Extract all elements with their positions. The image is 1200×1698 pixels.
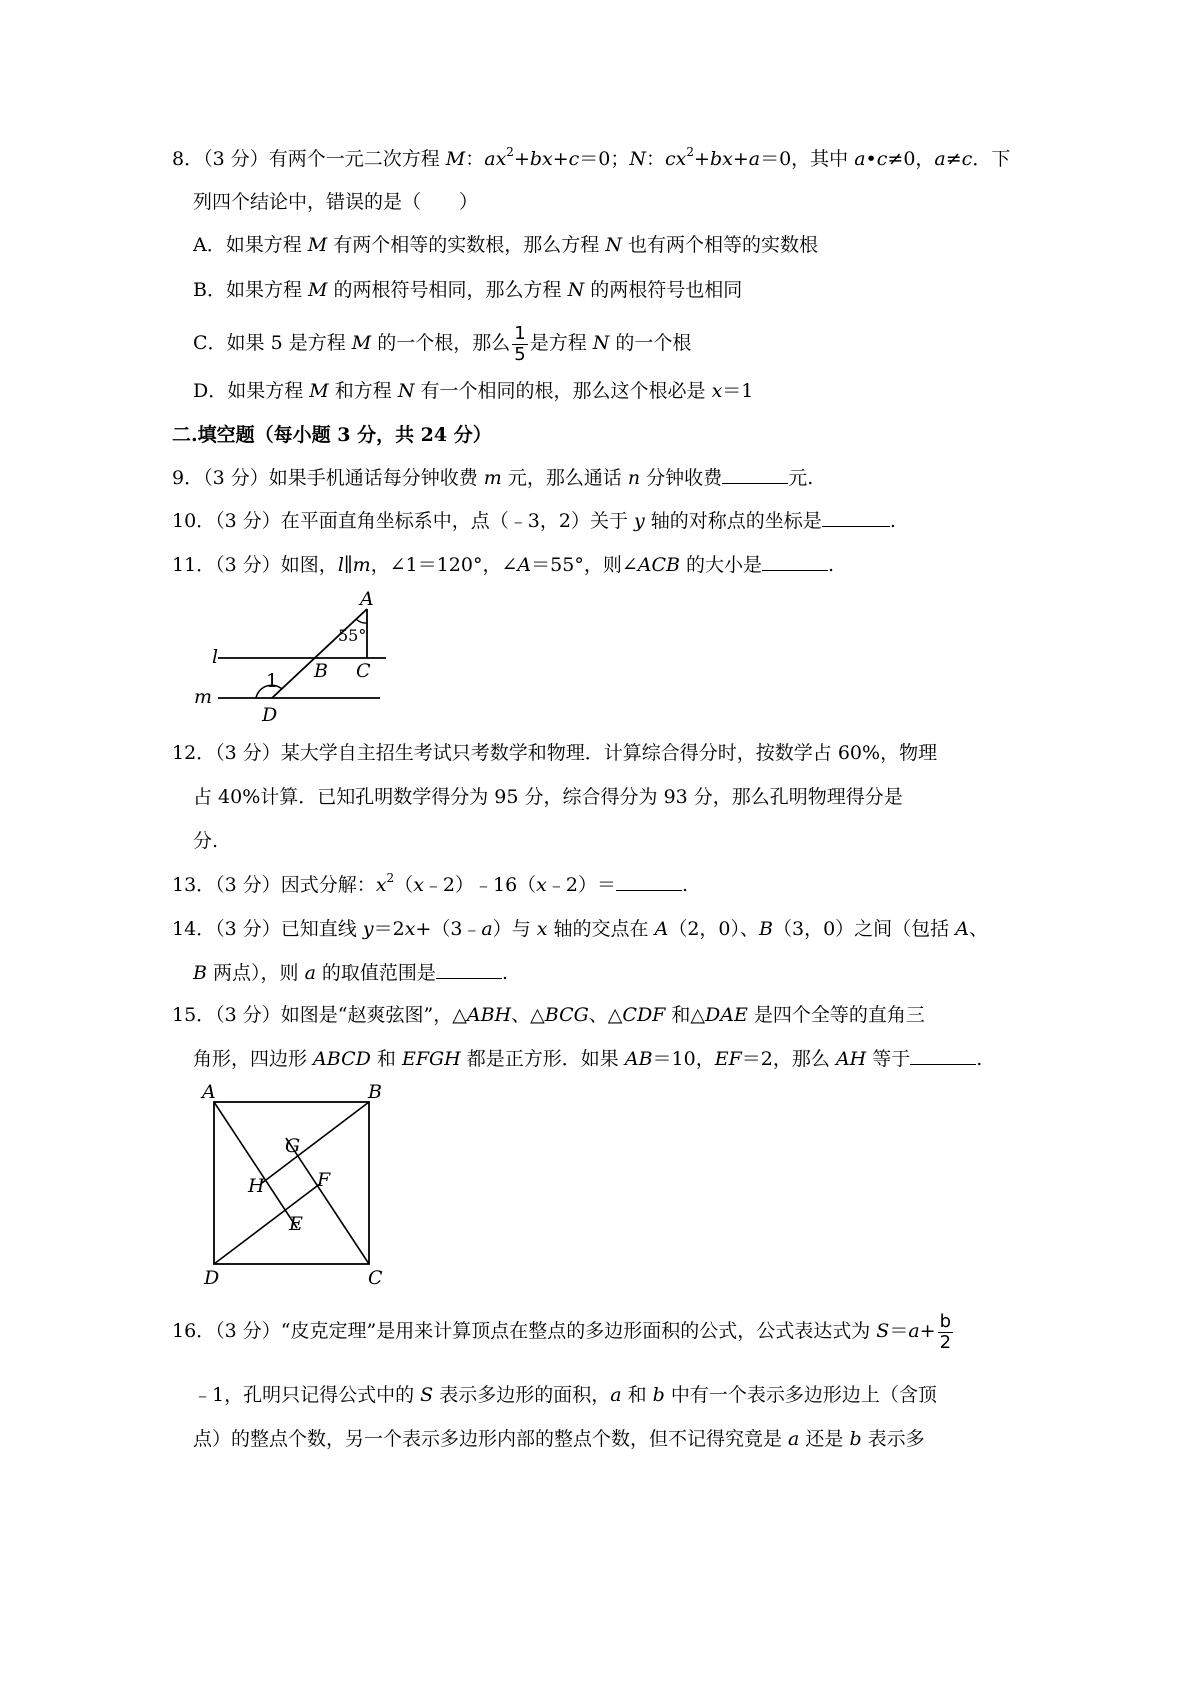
section-heading: 二.填空题（每小题 3 分，共 24 分） [172,424,492,446]
answer-blank [822,508,890,527]
angle-a-arc [356,619,367,623]
label-d: D [204,1267,220,1288]
q8-option-c: C．如果 5 是方程 M 的一个根，那么 $\frac{1}{5}$ 是方程 N 的一个根 [193,322,692,365]
q13: 13．（3 分）因式分解：$x^2(x﹣2)﹣16(x﹣2)=$ . [172,871,689,896]
segment-da [272,609,367,698]
q12-line3: 分. [193,830,219,852]
q8-option-d: D．如果方程 M 和方程 N 有一个相同的根，那么这个根必是 x＝1 [193,380,754,402]
answer-blank [436,960,502,979]
q12-line2: 占 40%计算．已知孔明数学得分为 95 分，综合得分为 93 分，那么孔明物理得分是 [193,786,903,808]
q15-line2: 角形，四边形 ABCD 和 EFGH 都是正方形．如果 AB＝10，EF＝2，那么 AH 等于 . [193,1048,983,1070]
figure-zhao-shuang-diagram [196,1078,396,1288]
answer-blank [616,872,682,891]
q14-line2: B 两点），则 a 的取值范围是 . [193,962,508,984]
q9: 9．（3 分）如果手机通话每分钟收费 m 元，那么通话 n 分钟收费 元. [172,467,814,489]
label-angle-55: 55° [338,626,367,645]
q11: 11．（3 分）如图，l∥m，∠1＝120°，∠A＝55°，则∠ACB 的大小是 . [172,554,835,576]
q8-line2: 列四个结论中，错误的是（ ） [193,191,479,213]
label-a: A [360,588,374,610]
q16-line1: 16．（3 分）“皮克定理”是用来计算顶点在整点的多边形面积的公式，公式表达式为 S＝a+ $\frac{b}{2}$ [172,1310,952,1353]
q8-option-a: A．如果方程 M 有两个相等的实数根，那么方程 N 也有两个相等的实数根 [193,234,818,256]
label-a: A [202,1081,216,1103]
label-e: E [289,1213,303,1235]
label-b: B [368,1081,382,1103]
q8-option-b: B．如果方程 M 的两根符号相同，那么方程 N 的两根符号也相同 [193,279,743,301]
label-angle-1: 1 [266,670,279,692]
square-abcd [214,1102,369,1264]
answer-blank [762,552,828,571]
answer-blank [910,1046,976,1065]
label-c: C [368,1267,383,1288]
segment-df [214,1183,321,1264]
q12-line1: 12．（3 分）某大学自主招生考试只考数学和物理．计算综合得分时，按数学占 60%，物理 [172,742,938,764]
fraction-one-fifth: $\frac{1}{5}$ [514,322,526,365]
q8-line1: 8．（3 分）有两个一元二次方程 M：$ax^2+bx+c=0$；N：$cx^2+bx+a=0$，其中 a•c≠0，a≠c．下 [172,145,1011,170]
q10: 10．（3 分）在平面直角坐标系中，点（﹣3，2）关于 y 轴的对称点的坐标是 . [172,510,896,532]
figure-parallel-lines [190,585,400,725]
label-l: l [212,646,219,668]
q16-line3: 点）的整点个数，另一个表示多边形内部的整点个数，但不记得究竟是 a 还是 b 表示多 [193,1428,925,1450]
q15-line1: 15．（3 分）如图是“赵爽弦图”，△ABH、△BCG、△CDF 和△DAE 是四个全等的直角三 [172,1004,925,1026]
q14-line1: 14．（3 分）已知直线 y＝2x+（3﹣a）与 x 轴的交点在 A（2，0）、B（3，0）之间（包括 A、 [172,918,988,940]
label-h: H [248,1175,265,1197]
q16-line2: ﹣1，孔明只记得公式中的 S 表示多边形的面积，a 和 b 中有一个表示多边形边上（含顶 [193,1384,937,1406]
label-f: F [317,1169,331,1191]
label-d: D [262,704,278,725]
segment-bh [262,1102,369,1183]
label-m: m [194,686,213,708]
answer-blank [722,465,788,484]
label-g: G [285,1135,301,1157]
label-c: C [356,660,371,682]
label-b: B [314,660,328,682]
fraction-b-over-2: $\frac{b}{2}$ [939,1310,952,1353]
